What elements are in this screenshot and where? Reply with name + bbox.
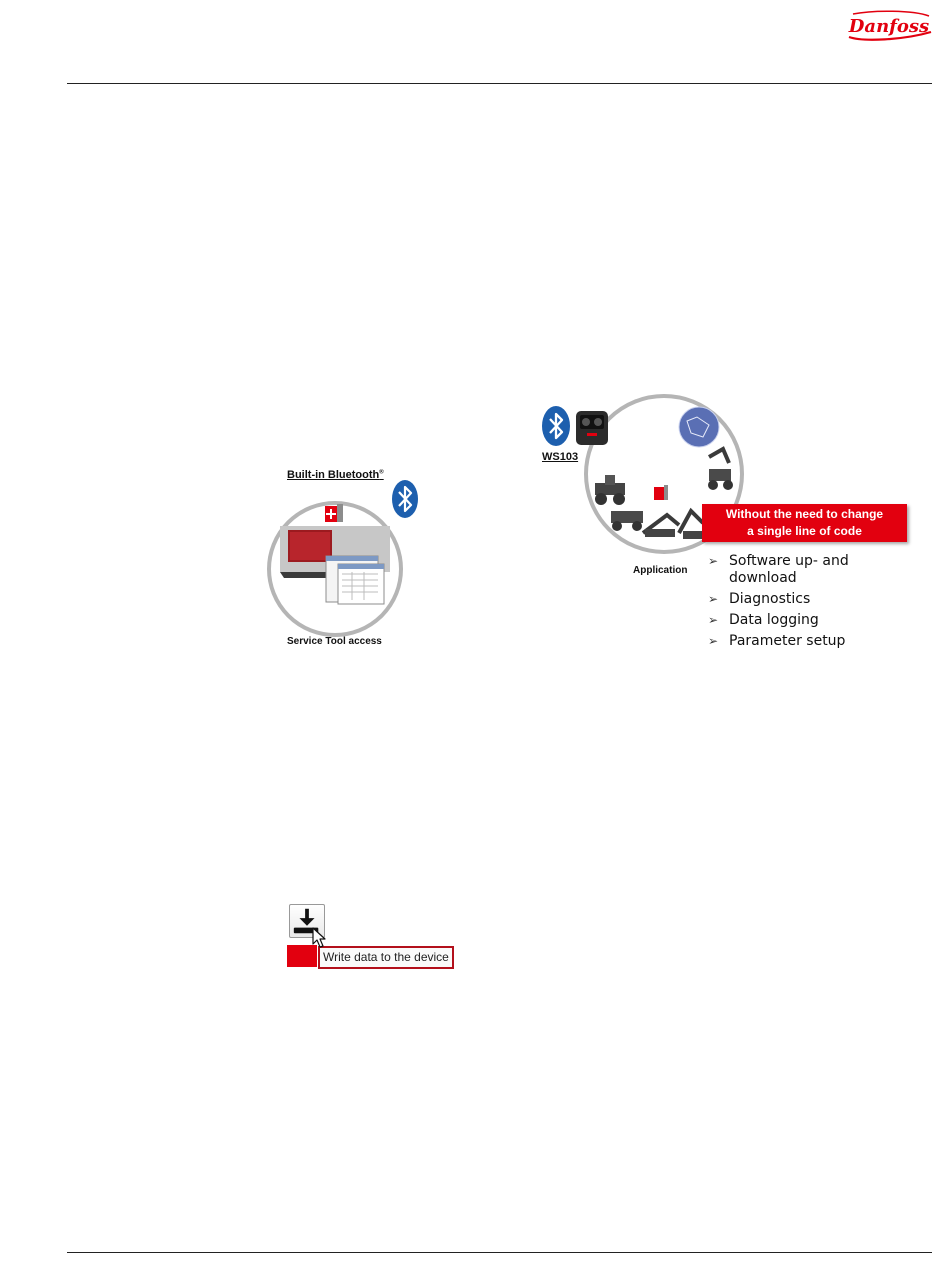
logo-text: Danfoss [848,16,930,37]
registered-mark: ® [379,469,384,476]
bluetooth-heading-text: Built-in Bluetooth [287,469,380,481]
no-code-change-banner [702,504,907,542]
danfoss-logo [843,6,935,46]
banner-line-2-rest: line of code [795,524,862,538]
write-data-tooltip: Write data to the device [318,946,454,969]
service-tool-caption: Service Tool access [287,636,382,647]
mouse-cursor-icon [311,927,327,949]
danfoss-logo-graphic [843,6,935,46]
ws103-device-icon [574,409,610,447]
list-item [708,591,908,608]
feature-text: Software up- and download [729,553,849,586]
banner-line-2 [702,523,907,540]
list-item [708,553,908,587]
bluetooth-icon [541,405,571,447]
banner-line-1-rest: need to change [795,507,884,521]
arrow-bullet-icon: ➢ [708,613,719,627]
arrow-bullet-icon: ➢ [708,634,719,648]
banner-line-2-pre: a [747,524,754,538]
application-caption: Application [633,565,688,576]
feature-list [708,553,908,654]
banner-line-1 [702,506,907,523]
list-item [708,612,908,629]
arrow-bullet-icon: ➢ [708,592,719,606]
bluetooth-heading [287,469,384,481]
banner-line-2-bold: single [757,524,792,538]
feature-text: Data logging [729,612,819,628]
banner-line-1-bold: Without the [725,507,792,521]
header-divider [67,83,932,84]
ws103-label: WS103 [542,451,579,463]
service-tool-illustration [266,500,404,638]
arrow-bullet-icon: ➢ [708,554,719,568]
feature-text: Diagnostics [729,591,811,607]
feature-text: Parameter setup [729,633,846,649]
list-item [708,633,908,650]
footer-divider [67,1252,932,1253]
